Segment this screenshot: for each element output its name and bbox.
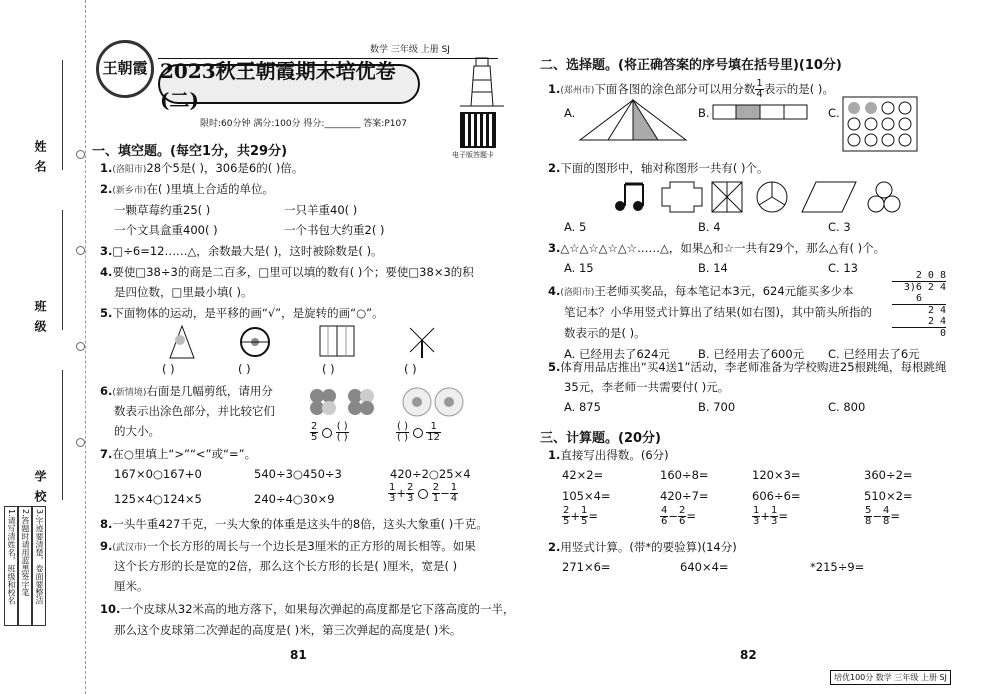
calc-1-r2-2: 420÷7=: [660, 489, 709, 503]
section-1-title: 一、填空题。(每空1分，共29分): [92, 144, 288, 159]
choice-2-option-c[interactable]: C. 3: [828, 220, 851, 234]
choice-4-option-b[interactable]: B. 已经用去了600元: [698, 347, 805, 361]
choice-1: 1.(郑州市)下面各图的涂色部分可以用分数 $\frac{1}{4}$ 表示的是( )。: [548, 78, 834, 100]
choice-2-shapes: [612, 180, 922, 214]
choice-4-option-a[interactable]: A. 已经用去了624元: [564, 347, 670, 361]
binding-ring-icon: [76, 150, 85, 159]
calc-1-r1-4: 360÷2=: [864, 468, 913, 482]
q5-blank-3[interactable]: ( ): [322, 362, 335, 376]
choice-5-option-b[interactable]: B. 700: [698, 400, 736, 414]
choice-3-option-c[interactable]: C. 13: [828, 261, 858, 275]
logo-text: 王朝霞: [102, 59, 148, 77]
calc-1-r2-4: 510×2=: [864, 489, 913, 503]
circle-grid-figure-icon: [842, 96, 918, 152]
choice-3-option-b[interactable]: B. 14: [698, 261, 728, 275]
choice-5-line-2: 35元，李老师一共需要付( )元。: [564, 380, 730, 394]
pinwheel-icon: [712, 182, 742, 212]
q7-item-4: 125×4○124×5: [114, 492, 202, 506]
choice-2-option-a[interactable]: A. 5: [564, 220, 587, 234]
calc-1-r1-3: 120×3=: [752, 468, 801, 482]
q4-line-2: 是四位数，□里最小填( )。: [114, 285, 253, 299]
choice-4-line-2: 笔记本？小华用竖式计算出了结果(如右图)，其中箭头所指的: [564, 305, 872, 319]
division-dividend: 3)6 2 4: [892, 281, 946, 293]
calc-1-r3-2: $\frac{4}{6}$ − $\frac{2}{6}$ =: [661, 505, 697, 527]
q8: 8.一头牛重427千克，一头大象的体重是这头牛的8倍，这头大象重( )千克。: [100, 517, 488, 531]
division-step: 6: [915, 293, 922, 304]
q2-item-2: 一只羊重40( ): [284, 203, 358, 217]
q10: 10.一个皮球从32米高的地方落下，如果每次弹起的高度都是它下落高度的一半，: [100, 602, 515, 616]
paper-cuts: [305, 384, 465, 418]
choice-5: 5.体育用品店推出“买4送1”活动，李老师准备为学校购进25根跳绳，每根跳绳: [548, 360, 947, 374]
choice-4-line-3: 数表示的是( )。: [564, 326, 646, 340]
choice-5-option-c[interactable]: C. 800: [828, 400, 866, 414]
q9: 9.(武汉市)一个长方形的周长与一个边长是3厘米的正方形的周长相等。如果: [100, 539, 476, 553]
calc-1: 1.直接写出得数。(6分): [548, 448, 669, 462]
division-step: 2 4: [892, 304, 946, 316]
snowflake-paper-cut-icon: [403, 388, 431, 416]
choice-1-option-b[interactable]: B.: [698, 106, 710, 120]
class-label: 班 级: [33, 300, 47, 335]
division-step: 2 4: [927, 316, 946, 327]
brand-logo: [96, 40, 154, 98]
division-quotient: 2 0 8: [915, 270, 946, 281]
q6: 6.(新情境)右面是几幅剪纸，请用分: [100, 384, 273, 398]
compare-circle[interactable]: [418, 489, 428, 499]
choice-1-option-a[interactable]: A.: [564, 106, 576, 120]
triangle-figure-icon: [578, 98, 688, 142]
school-label: 学 校: [33, 470, 47, 505]
calc-1-r1-1: 42×2=: [562, 468, 604, 482]
q2-item-1: 一颗草莓约重25( ): [114, 203, 211, 217]
page-number-right: 82: [740, 648, 757, 662]
choice-3: 3.△☆△☆△☆△☆……△，如果△和☆一共有29个，那么△有( )个。: [548, 241, 886, 255]
notice-line-3: 3.字迹要清楚，卷面要整洁: [32, 506, 46, 626]
exam-meta: 限时:60分钟 满分:100分 得分:________ 答案:P107: [200, 119, 407, 129]
q5-blank-1[interactable]: ( ): [162, 362, 175, 376]
snowflake-paper-cut-icon: [435, 388, 463, 416]
q7-item-6: $\frac{1}{3}$ + $\frac{2}{3}$ $\frac{2}{1}$ − $\frac{1}{4}$: [389, 482, 458, 504]
qr-caption: 电子版答题卡: [452, 151, 494, 159]
calc-2-item-3: *215÷9=: [810, 560, 865, 574]
windmill-icon: [410, 328, 434, 358]
long-division: [892, 270, 946, 339]
school-line: [62, 370, 63, 500]
notice-line-1: 1.请写清姓名，班级和校名: [4, 506, 18, 626]
q2-item-3: 一个文具盒重400( ): [114, 223, 218, 237]
class-line: [62, 210, 63, 330]
q7-item-3: 420÷2○25×4: [390, 467, 471, 481]
circle-sectors-icon: [757, 182, 787, 212]
calc-2-item-2: 640×4=: [680, 560, 729, 574]
child-slide-icon: [170, 326, 194, 358]
lighthouse-icon: [460, 52, 504, 108]
q1: 1.(洛阳市)28个5是( )，306是6的( )倍。: [100, 161, 304, 175]
calc-1-r3-3: $\frac{1}{3}$ + $\frac{1}{3}$ =: [753, 505, 789, 527]
strip-figure-icon: [712, 104, 808, 120]
compare-circle[interactable]: [413, 428, 423, 438]
page-number-left: 81: [290, 648, 307, 662]
binding-ring-icon: [76, 246, 85, 255]
three-circles-icon: [868, 182, 900, 212]
q6-compare-1: $\frac{2}{5}$ $\frac{( )}{( )}$: [311, 421, 348, 443]
choice-2: 2.下面的图形中，轴对称图形一共有( )个。: [548, 161, 769, 175]
choice-5-option-a[interactable]: A. 875: [564, 400, 601, 414]
choice-3-option-a[interactable]: A. 15: [564, 261, 594, 275]
q5-pictures: [160, 322, 460, 360]
choice-4-option-c[interactable]: C. 已经用去了6元: [828, 347, 920, 361]
q6-line-3: 的大小。: [114, 424, 160, 438]
calc-2-item-1: 271×6=: [562, 560, 611, 574]
page-title: 2023秋王朝霞期末培优卷(二): [160, 59, 396, 112]
q7-item-2: 540÷3○450÷3: [254, 467, 342, 481]
q7: 7.在○里填上“>”“<”或“=”。: [100, 447, 257, 461]
q3: 3.□÷6=12……△，余数最大是( )，这时被除数是( )。: [100, 244, 383, 258]
q5-blank-2[interactable]: ( ): [238, 362, 251, 376]
calc-1-r1-2: 160÷8=: [660, 468, 709, 482]
qr-code-icon[interactable]: [460, 112, 496, 148]
subject-line: 数学 三年级 上册 SJ: [370, 45, 450, 55]
choice-2-option-b[interactable]: B. 4: [698, 220, 721, 234]
q6-compare-2: $\frac{( )}{( )}$ $\frac{1}{12}$: [397, 421, 441, 443]
q5-blank-4[interactable]: ( ): [404, 362, 417, 376]
calc-1-r2-1: 105×4=: [562, 489, 611, 503]
music-note-icon: [615, 184, 643, 211]
footer-badge: 培优100分 数学 三年级 上册 SJ: [830, 670, 951, 685]
calc-1-r2-3: 606÷6=: [752, 489, 801, 503]
calc-1-r3-4: $\frac{5}{8}$ − $\frac{4}{8}$ =: [865, 505, 901, 527]
q7-item-5: 240÷4○30×9: [254, 492, 335, 506]
section-2-title: 二、选择题。(将正确答案的序号填在括号里)(10分): [540, 58, 842, 73]
q7-item-1: 167×0○167+0: [114, 467, 202, 481]
name-label: 姓 名: [33, 140, 47, 175]
notice-line-2: 2.答题时请用蓝黑签字笔: [18, 506, 32, 626]
calc-1-r3-1: $\frac{2}{5}$ + $\frac{1}{5}$ =: [563, 505, 599, 527]
binding-ring-icon: [76, 438, 85, 447]
q9-line-2: 这个长方形的长是宽的2倍，那么这个长方形的长是( )厘米，宽是( ): [114, 559, 458, 573]
title-bar: [158, 59, 420, 112]
steering-wheel-icon: [241, 328, 269, 356]
parallelogram-icon: [802, 182, 856, 212]
q2-item-4: 一个书包大约重2( ): [284, 223, 385, 237]
cross-shape-icon: [662, 182, 702, 212]
q10-line-2: 那么这个皮球第二次弹起的高度是( )米，第三次弹起的高度是( )米。: [114, 623, 462, 637]
clover-paper-cut-icon: [348, 389, 374, 415]
calc-2: 2.用竖式计算。(带*的要验算)(14分): [548, 540, 737, 554]
name-line: [62, 60, 63, 170]
division-remainder: 0: [892, 327, 946, 339]
clover-paper-cut-icon: [310, 389, 336, 415]
section-3-title: 三、计算题。(20分): [540, 431, 661, 446]
sliding-window-icon: [320, 326, 354, 356]
q9-line-3: 厘米。: [114, 579, 149, 593]
binding-ring-icon: [76, 342, 85, 351]
choice-1-option-c[interactable]: C.: [828, 106, 840, 120]
choice-4: 4.(洛阳市)王老师买奖品，每本笔记本3元，624元能买多少本: [548, 284, 854, 298]
q5: 5.下面物体的运动，是平移的画“√”，是旋转的画“○”。: [100, 306, 384, 320]
binding-margin: [0, 0, 86, 694]
q4: 4.要使□38÷3的商是二百多，□里可以填的数有( )个；要使□38×3的积: [100, 265, 474, 279]
q6-line-2: 数表示出涂色部分，并比较它们: [114, 404, 275, 418]
q2: 2.(新乡市)在( )里填上合适的单位。: [100, 182, 275, 196]
compare-circle[interactable]: [322, 428, 332, 438]
